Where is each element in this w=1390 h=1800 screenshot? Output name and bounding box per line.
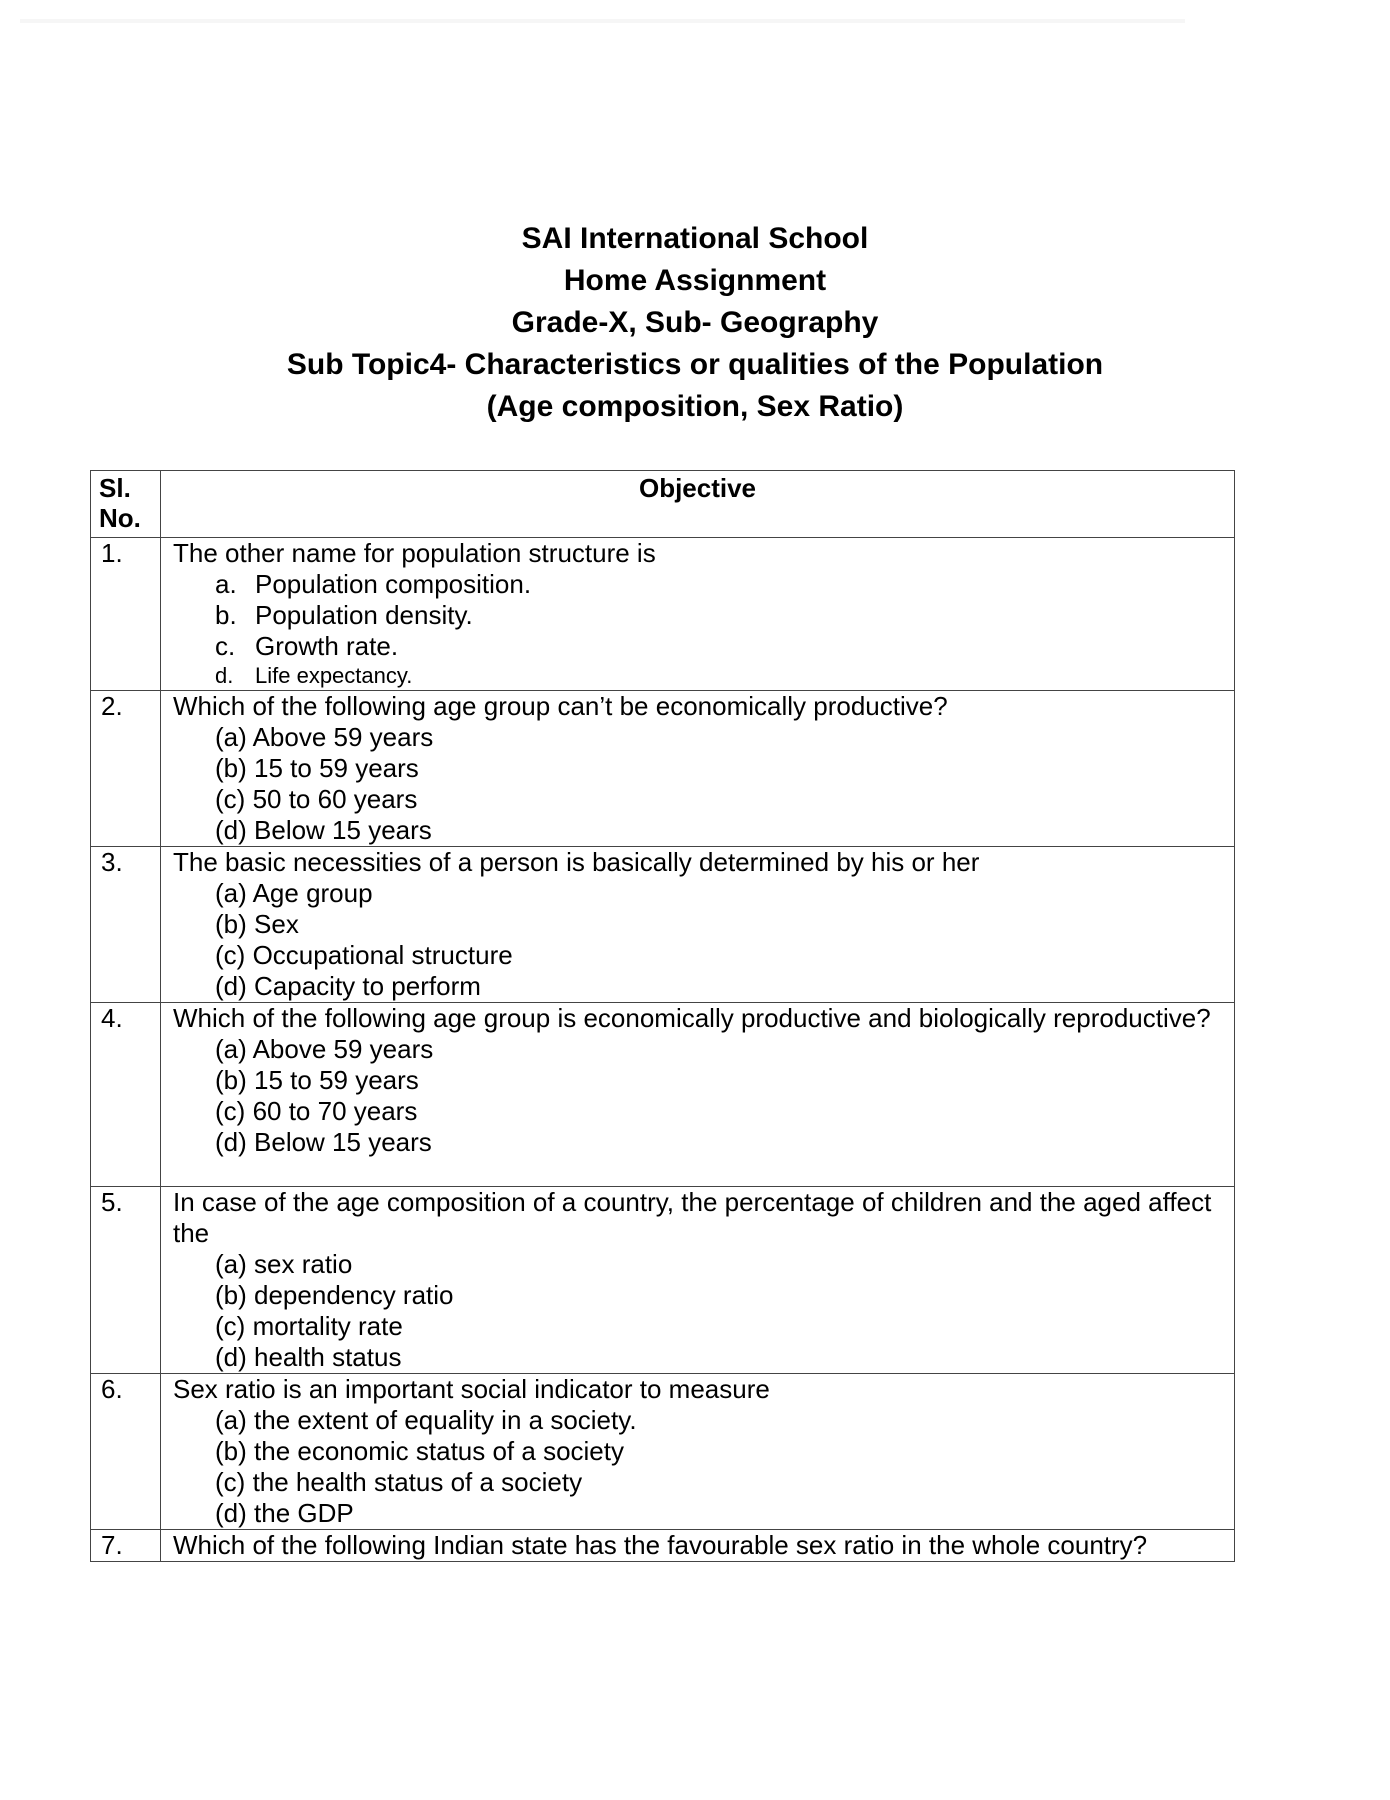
option-label: (b) [215,1065,247,1095]
option-item [173,1096,1228,1127]
option-item [173,940,1228,971]
subtopic-detail: (Age composition, Sex Ratio) [486,390,904,423]
option-text: 15 to 59 years [254,1065,419,1095]
option-text: Above 59 years [252,722,434,752]
option-text: mortality rate [252,1311,403,1341]
option-label: (c) [215,1096,246,1126]
question-cell [161,1187,1235,1374]
option-text: health status [254,1342,402,1372]
question-number: 6. [91,1374,161,1530]
option-label: (a) [215,1249,247,1279]
option-item [173,784,1228,815]
question-number: 1. [91,538,161,691]
option-label: (a) [215,722,247,752]
option-text: Below 15 years [254,815,432,845]
question-cell [161,847,1235,1003]
question-number: 5. [91,1187,161,1374]
question-cell [161,1530,1235,1562]
question-number: 7. [91,1530,161,1562]
scan-top-edge [20,19,1185,23]
option-label: (d) [215,1498,247,1528]
document-header [0,218,1390,428]
option-item [173,662,1228,690]
assignment-title: Home Assignment [563,264,827,297]
option-text: Population density. [255,600,473,630]
option-label: (d) [215,1342,247,1372]
option-text: 60 to 70 years [252,1096,418,1126]
option-item [173,815,1228,846]
option-label: (c) [215,784,246,814]
option-item [173,1498,1228,1529]
option-item [173,1249,1228,1280]
option-label: (a) [215,1405,247,1435]
option-label: (d) [215,971,247,1001]
option-label: (c) [215,940,246,970]
option-label: (b) [215,909,247,939]
column-header-objective: Objective [161,471,1235,538]
question-cell [161,538,1235,691]
option-text: 50 to 60 years [252,784,418,814]
question-cell [161,1374,1235,1530]
option-item [173,971,1228,1002]
option-text: Population composition. [255,569,532,599]
table-row [91,538,1235,691]
option-text: Occupational structure [252,940,513,970]
option-label: d. [215,663,234,688]
option-label: (c) [215,1311,246,1341]
table-row [91,1530,1235,1562]
question-text: In case of the age composition of a country, the percentage of children and the aged affect the [173,1187,1212,1248]
question-number: 3. [91,847,161,1003]
option-label: b. [215,600,237,630]
option-item [173,1311,1228,1342]
questions-table [90,470,1235,1562]
option-item [173,1280,1228,1311]
question-cell [161,691,1235,847]
option-text: the economic status of a society [254,1436,624,1466]
option-label: (b) [215,753,247,783]
option-item [173,1436,1228,1467]
option-text: sex ratio [254,1249,353,1279]
table-row [91,1003,1235,1187]
option-item [173,1467,1228,1498]
option-item [173,600,1228,631]
option-label: (a) [215,878,247,908]
blank-space [173,1158,1228,1186]
option-text: Age group [252,878,373,908]
option-label: c. [215,631,236,661]
option-label: (c) [215,1467,246,1497]
question-cell [161,1003,1235,1187]
option-item [173,1405,1228,1436]
question-text: The other name for population structure is [173,538,656,568]
option-label: (d) [215,815,247,845]
option-text: the extent of equality in a society. [254,1405,637,1435]
option-item [173,1065,1228,1096]
question-text: The basic necessities of a person is basically determined by his or her [173,847,980,877]
question-number: 2. [91,691,161,847]
table-row [91,847,1235,1003]
option-item [173,1342,1228,1373]
option-item [173,631,1228,662]
option-item [173,569,1228,600]
option-item [173,722,1228,753]
option-text: Sex [254,909,299,939]
option-item [173,878,1228,909]
table-header-row [91,471,1235,538]
option-text: Below 15 years [254,1127,432,1157]
option-item [173,753,1228,784]
option-label: (b) [215,1436,247,1466]
column-header-serial-no: Sl. No. [91,471,161,538]
option-label: a. [215,569,237,599]
option-item [173,909,1228,940]
option-text: dependency ratio [254,1280,454,1310]
question-number: 4. [91,1003,161,1187]
table-row [91,1374,1235,1530]
table-row [91,1187,1235,1374]
question-text: Which of the following age group is economically productive and biologically reproductive? [173,1003,1211,1033]
school-name: SAI International School [521,222,869,255]
question-text: Which of the following age group can’t be economically productive? [173,691,948,721]
option-text: Life expectancy. [255,663,413,688]
grade-subject: Grade-X, Sub- Geography [511,306,879,339]
option-label: (b) [215,1280,247,1310]
table-row [91,691,1235,847]
option-text: 15 to 59 years [254,753,419,783]
subtopic-title: Sub Topic4- Characteristics or qualities of the Population [286,348,1104,381]
option-text: the GDP [254,1498,354,1528]
question-text: Sex ratio is an important social indicator to measure [173,1374,770,1404]
option-item [173,1127,1228,1158]
option-text: the health status of a society [252,1467,583,1497]
question-text: Which of the following Indian state has the favourable sex ratio in the whole country? [173,1530,1148,1560]
option-text: Above 59 years [252,1034,434,1064]
option-text: Capacity to perform [254,971,481,1001]
option-label: (d) [215,1127,247,1157]
option-item [173,1034,1228,1065]
option-text: Growth rate. [255,631,399,661]
option-label: (a) [215,1034,247,1064]
